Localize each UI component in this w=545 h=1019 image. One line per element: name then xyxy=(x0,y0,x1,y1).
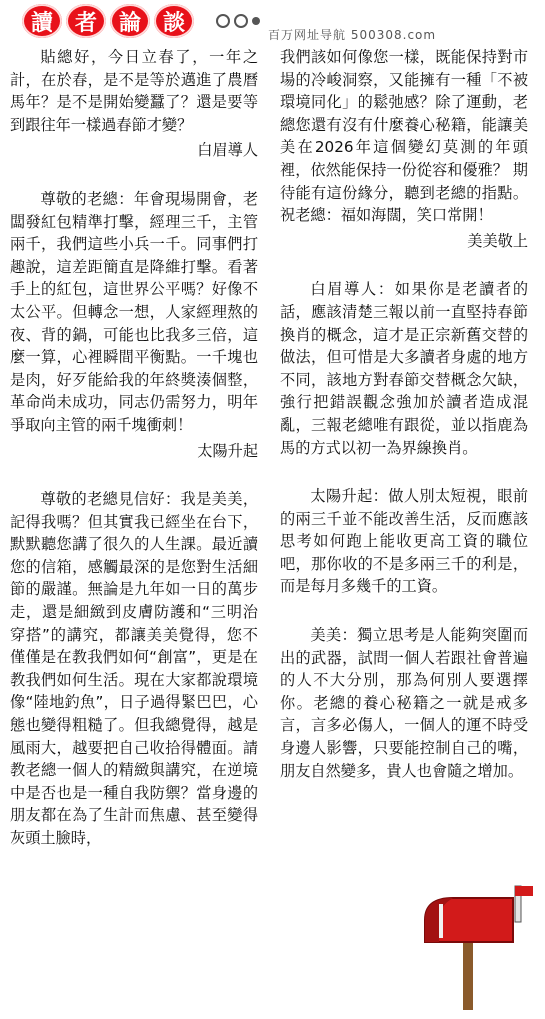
reply-paragraph: 太陽升起：做人別太短視，眼前的兩三千並不能改善生活，反而應該思考如何跑上能收更高工資的職位吧，那你收的不是多兩三千的利是，而是每月多幾千的工資。 xyxy=(280,487,528,596)
title-char: 論 xyxy=(110,4,150,38)
header xyxy=(0,0,545,40)
circle-icon xyxy=(216,14,230,28)
signature: 美美敬上 xyxy=(467,231,528,250)
title-char: 談 xyxy=(154,4,194,38)
circle-icon xyxy=(234,14,248,28)
watermark: 百万网址导航 500308.com xyxy=(268,28,437,42)
title-char: 讀 xyxy=(22,4,62,38)
decorative-dots xyxy=(216,14,260,28)
signature: 白眉導人 xyxy=(197,141,258,160)
reply-paragraph: 美美：獨立思考是人能夠突圍而出的武器，試問一個人若跟社會普遍的人不大分別，那為何別人要選擇你。老總的養心秘籍之一就是戒多言，言多必傷人，一個人的運不時受身邊人影響，只要能控制自己的嘴，朋友自然變多，貴人也會隨之增加。 xyxy=(280,626,528,780)
title-char: 者 xyxy=(66,4,106,38)
reply-paragraph: 白眉導人：如果你是老讀者的話，應該清楚三報以前一直堅持春節換肖的概念，這才是正宗新舊交替的做法，但可惜是大多讀者身處的地方不同，該地方對春節交替概念欠缺，強行把錯誤觀念強加於讀者造成混亂，三報老總唯有跟從，並以指鹿為馬的方式以初一為界線換肖。 xyxy=(280,280,528,457)
mailbox-icon xyxy=(405,880,535,1010)
letter-paragraph: 尊敬的老總見信好：我是美美，記得我嗎？但其實我已經坐在台下，默默聽您講了很久的人生課。最近讀您的信箱，感觸最深的是您對生活細節的嚴謹。無論是九年如一日的萬步走，還是細緻到皮膚防護和“三明治穿搭”的講究，都讓美美覺得，您不僅僅是在教我們如何“創富”，更是在教我們如何生活。現在大家都說環境像“陸地釣魚”，日子過得緊巴巴，心態也變得粗糙了。但我總覺得，越是風雨大，越要把自己收拾得體面。請教老總一個人的精緻與講究，在逆境中是否也是一種自我防禦？當身邊的朋友都在為了生計而焦慮、甚至變得灰頭土臉時， xyxy=(10,490,258,847)
signature: 太陽升起 xyxy=(197,441,258,460)
letter-paragraph: 尊敬的老總：年會現場開會，老闆發紅包精準打擊，經理三千，主管兩千，我們這些小兵一千。同事們打趣說，這差距簡直是降維打擊。看著手上的紅包，這世界公平嗎？好像不太公平。但轉念一想，人家經理熬的夜、背的鍋，可能也比我多三倍，這麼一算，心裡瞬間平衡點。一千塊也是肉，好歹能給我的年終獎湊個整，革命尚未成功，同志仍需努力，明年爭取向主管的兩千塊衝刺！ xyxy=(10,189,258,434)
left-column xyxy=(10,46,258,850)
dot-icon xyxy=(252,17,260,25)
right-column xyxy=(280,46,528,782)
letter-paragraph: 我們該如何像您一樣，既能保持對市場的冷峻洞察，又能擁有一種「不被環境同化」的鬆弛感？除了運動，老總您還有沒有什麼養心秘籍，能讓美美在2026年這個變幻莫測的年頭裡，依然能保持一份從容和優雅？ 期待能有這份緣分，聽到老總的指點。祝老總：福如海闊，笑口常開！ xyxy=(280,48,528,225)
column-title xyxy=(22,4,194,38)
letter-paragraph: 貼總好，今日立春了，一年之計，在於春，是不是等於邁進了農曆馬年？是不是開始變蠶了？還是要等到跟往年一樣過春節才變？ xyxy=(10,48,258,134)
